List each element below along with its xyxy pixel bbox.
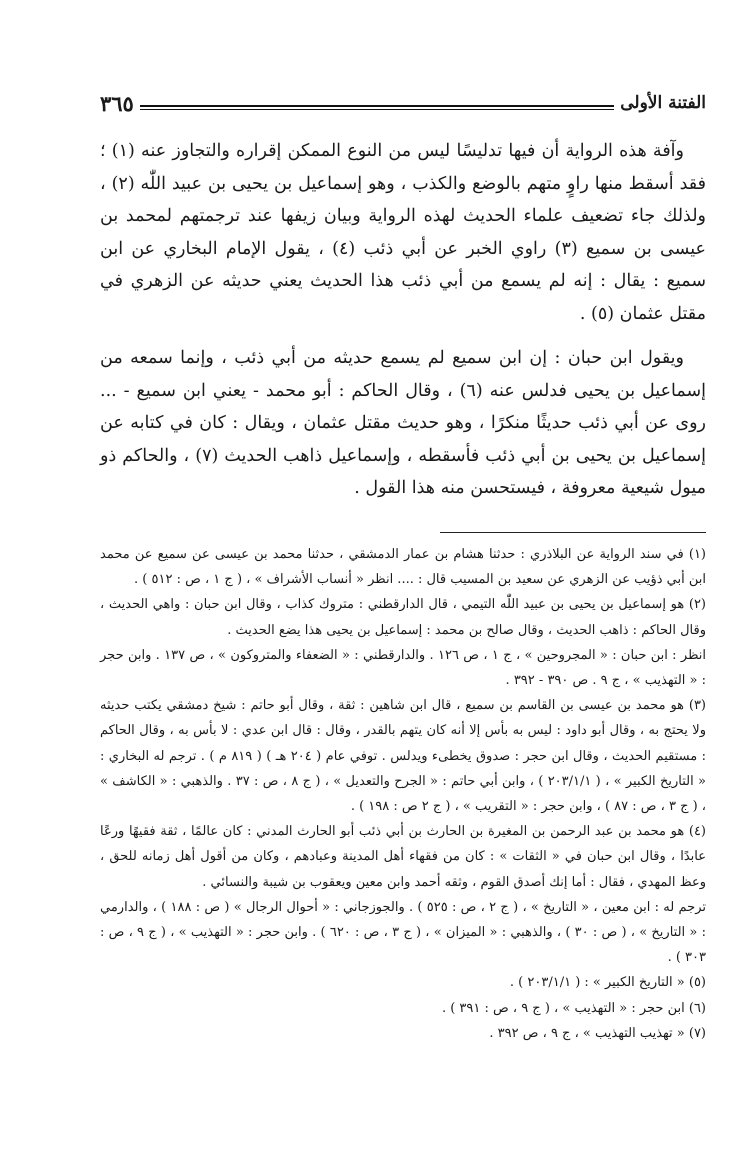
footnote: (٥) « التاريخ الكبير » : ( ٢٠٣/١/١ ) . (509, 975, 706, 991)
footnote: (٣) هو محمد بن عيسى بن القاسم بن سميع ، قال ابن شاهين : ثقة ، وقال أبو حاتم : شيخ دمشقي يكتب حديثه ولا يحتج به ، وقال أبو داود : ليس به بأس إلا أنه كان يتهم بالقدر ، وقال : قال ابن عدي : لا بأس به ، وقال الحاكم : مستقيم الحديث ، وقال ابن حجر : صدوق يخطىء ويدلس . توفي عام ( ٢٠٤ هـ ) ( ٨١٩ م ) . ترجم له البخاري : « التاريخ الكبير » ، ( ٢٠٣/١/١ ) ، وابن أبي حاتم : « الجرح والتعديل » ، ( ج ٨ ، ص : ٣٧ . والذهبي : « الكاشف » ، ( ج ٣ ، ص : ٨٧ ) ، وابن حجر : « التقريب » ، ( ج ٢ ص : ١٩٨ ) . (100, 698, 707, 815)
footnote-separator (440, 532, 706, 533)
footnote: ترجم له : ابن معين ، « التاريخ » ، ( ج ٢ ، ص : ٥٢٥ ) . والجوزجاني : « أحوال الرجال » ( ص : ١٨٨ ) ، والدارمي : « التاريخ » ، ( ص : ٣٠ ) ، والذهبي : « الميزان » ، ( ج ٣ ، ص : ٦٢٠ ) . وابن حجر : « التهذيب » ، ( ج ٩ ، ص : ٣٠٣ ) . (100, 899, 706, 966)
footnote: (٤) هو محمد بن عبد الرحمن بن المغيرة بن الحارث بن أبي ذئب أبو الحارث المدني : كان عالمًا ، ثقة فقيهًا ورعًا عابدًا ، وقال ابن حبان في « الثقات » : كان من فقهاء أهل المدينة وعبادهم ، وكان من أقول أهل زمانه للحق ، وعظ المهدي ، فقال : أما إنك أصدق القوم ، وثقه أحمد وابن معين ويعقوب بن شيبة والنسائي . (100, 824, 706, 890)
page-number: ٣٦٥ (100, 90, 134, 116)
footnote: (١) في سند الرواية عن البلاذري : حدثنا هشام بن عمار الدمشقي ، حدثنا محمد بن عيسى عن سميع عن محمد ابن أبي ذؤيب عن الزهري عن سعيد بن المسيب قال : .... انظر « أنساب الأشراف » ، ( ج ١ ، ص : ٥١٢ ) . (100, 547, 706, 588)
chapter-title: الفتنة الأولى (620, 93, 706, 113)
footnote: انظر : ابن حبان : « المجروحين » ، ج ١ ، ص ١٢٦ . والدارقطني : « الضعفاء والمتروكون » ، ص ١٣٧ . وابن حجر : « التهذيب » ، ج ٩ . ص ٣٩٠ - ٣٩٢ . (100, 647, 706, 689)
footnote: (٢) هو إسماعيل بن يحيى بن عبيد اللّٰه التيمي ، قال الدارقطني : متروك كذاب ، وقال ابن حبان : واهي الحديث ، وقال الحاكم : ذاهب الحديث ، وقال صالح بن محمد : إسماعيل بن يحيى هذا يضع الحديث . (100, 597, 706, 638)
main-text (100, 135, 706, 505)
body-paragraph: وآفة هذه الرواية أن فيها تدليسًا ليس من النوع الممكن إقراره والتجاوز عنه (١) ؛ فقد أسقط منها راوٍ متهم بالوضع والكذب ، وهو إسماعيل بن يحيى بن عبيد اللّٰه (٢) ، ولذلك جاء تضعيف علماء الحديث لهذه الرواية وبيان زيفها عند ترجمتهم لمحمد بن عيسى بن سميع (٣) راوي الخبر عن أبي ذئب (٤) ، يقول الإمام البخاري عن ابن سميع : يقال : إنه لم يسمع من أبي ذئب هذا الحديث يعني حديثه عن الزهري في مقتل عثمان (٥) . (100, 141, 706, 324)
footnote: (٦) ابن حجر : « التهذيب » ، ( ج ٩ ، ص : ٣٩١ ) . (441, 1000, 706, 1016)
running-header (100, 88, 706, 118)
header-rule (140, 105, 614, 107)
body-paragraph: ويقول ابن حبان : إن ابن سميع لم يسمع حديثه من أبي ذئب ، وإنما سمعه من إسماعيل بن يحيى فدلس عنه (٦) ، وقال الحاكم : أبو محمد - يعني ابن سميع - ... روى عن أبي ذئب حديثًا منكرًا ، وهو حديث مقتل عثمان ، ويقال : كان في كتابه عن إسماعيل بن يحيى بن أبي ذئب فأسقطه ، وإسماعيل ذاهب الحديث (٧) ، والحاكم ذو ميول شيعية معروفة ، فيستحسن منه هذا القول . (100, 348, 706, 498)
footnotes (100, 542, 706, 1046)
footnote: (٧) « تهذيب التهذيب » ، ج ٩ ، ص ٣٩٢ . (489, 1025, 706, 1041)
